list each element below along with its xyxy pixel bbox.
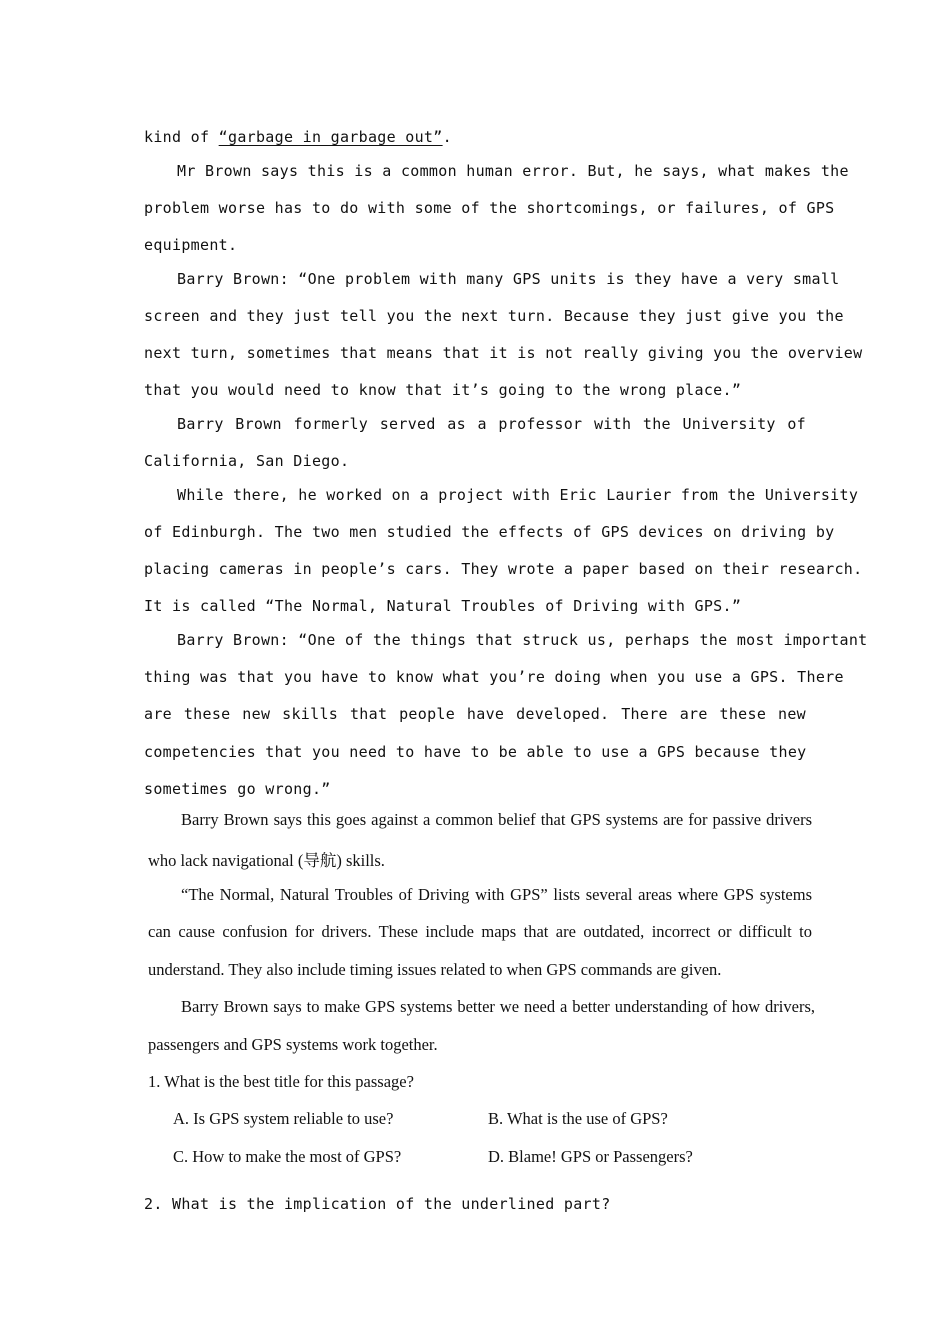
paragraph-line: Barry Brown: “One of the things that struck us, perhaps the most important [177,631,868,649]
question-1-option-d[interactable]: D. Blame! GPS or Passengers? [488,1147,693,1166]
text-suffix: . [442,128,452,146]
paragraph-line: California, San Diego. [144,452,350,470]
paragraph-line: “The Normal, Natural Troubles of Driving with GPS” lists several areas where GPS systems [181,885,812,904]
paragraph-line: understand. They also include timing issues related to when GPS commands are given. [148,960,722,979]
paragraph-line: competencies that you need to have to be able to use a GPS because they [144,743,807,761]
paragraph-line: thing was that you have to know what you’re doing when you use a GPS. There [144,668,844,686]
paragraph-line: Barry Brown says this goes against a common belief that GPS systems are for passive drivers [181,810,812,829]
paragraph-line: Barry Brown says to make GPS systems better we need a better understanding of how drivers, [181,997,815,1016]
question-1-option-b[interactable]: B. What is the use of GPS? [488,1109,668,1128]
question-1-option-c[interactable]: C. How to make the most of GPS? [173,1147,402,1166]
paragraph-line: who lack navigational (导航) skills. [148,851,385,870]
paragraph-line: placing cameras in people’s cars. They wrote a paper based on their research. [144,560,863,578]
paragraph-line: Barry Brown: “One problem with many GPS units is they have a very small [177,270,840,288]
question-2-stem: 2. What is the implication of the underlined part? [144,1195,611,1213]
paragraph-line: are these new skills that people have developed. There are these new [144,705,806,723]
paragraph-line: It is called “The Normal, Natural Troubles of Driving with GPS.” [144,597,742,615]
paragraph-line: equipment. [144,236,238,254]
paragraph-line: problem worse has to do with some of the shortcomings, or failures, of GPS [144,199,835,217]
paragraph-line: sometimes go wrong.” [144,780,331,798]
paragraph-garbage-line [144,128,806,146]
paragraph-line: screen and they just tell you the next turn. Because they just give you the [144,307,844,325]
question-1-option-a[interactable]: A. Is GPS system reliable to use? [173,1109,394,1128]
text-prefix: kind of [144,128,219,146]
paragraph-line: Barry Brown formerly served as a professor with the University of [177,415,806,433]
question-1-stem: 1. What is the best title for this passage? [148,1072,414,1091]
paragraph-line: Mr Brown says this is a common human error. But, he says, what makes the [177,162,849,180]
underlined-phrase: “garbage in garbage out” [218,128,443,146]
paragraph-line: of Edinburgh. The two men studied the effects of GPS devices on driving by [144,523,835,541]
paragraph-line: While there, he worked on a project with Eric Laurier from the University [177,486,859,504]
paragraph-line: next turn, sometimes that means that it is not really giving you the overview [144,344,863,362]
paragraph-line: can cause confusion for drivers. These include maps that are outdated, incorrect or difficult to [148,922,812,941]
paragraph-line: passengers and GPS systems work together. [148,1035,438,1054]
paragraph-line: that you would need to know that it’s going to the wrong place.” [144,381,742,399]
